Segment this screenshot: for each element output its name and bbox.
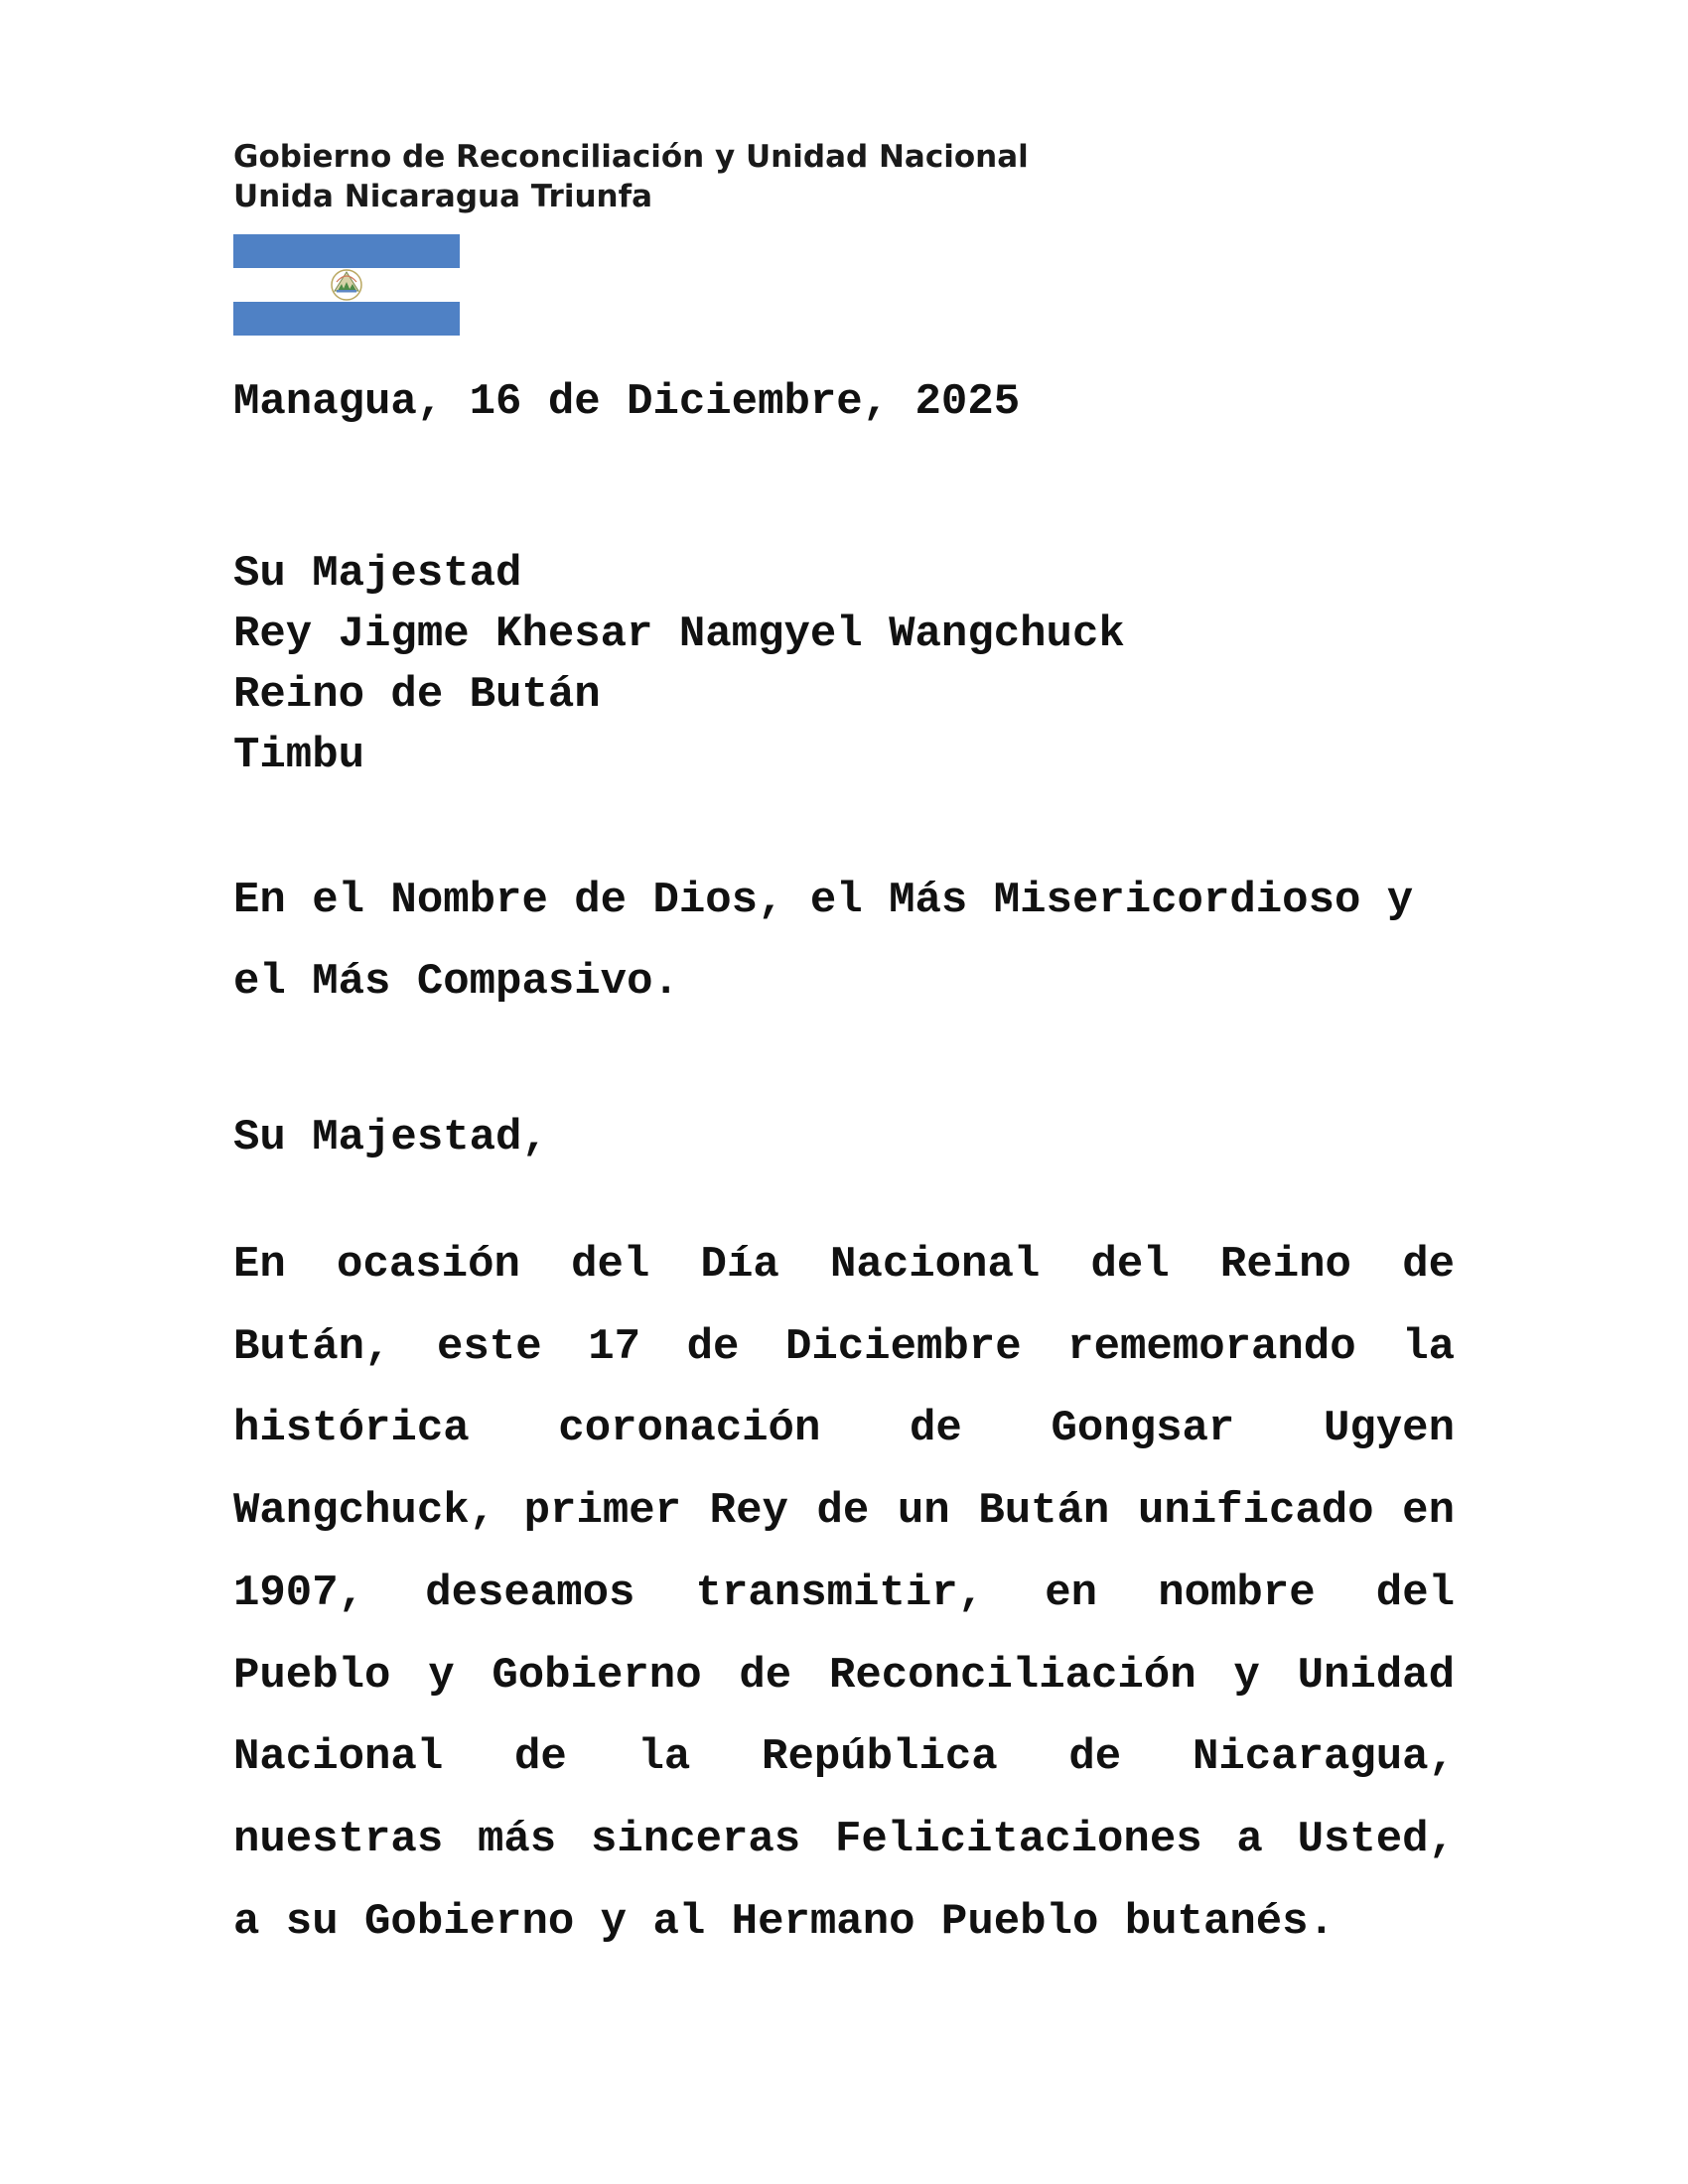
government-name: Gobierno de Reconciliación y Unidad Nacional [233, 139, 1029, 175]
recipient-line: Timbu [233, 731, 365, 780]
government-slogan: Unida Nicaragua Triunfa [233, 179, 653, 214]
letterhead [233, 137, 1029, 216]
recipient-line: Su Majestad [233, 549, 522, 599]
recipient-line: Reino de Bután [233, 670, 601, 720]
letter-date: Managua, 16 de Diciembre, 2025 [233, 377, 1021, 427]
salutation: Su Majestad, [233, 1113, 548, 1162]
invocation-text: En el Nombre de Dios, el Más Misericordioso y el Más Compasivo. [233, 876, 1414, 1007]
letter-body-paragraph: En ocasión del Día Nacional del Reino de Bután, este 17 de Diciembre rememorando la histórica coronación de Gongsar Ugyen Wangchuck, primer Rey de un Bután unificado en 1907, deseamos transmitir, en nombre del Pueblo y Gobierno de Reconciliación y Unidad Nacional de la República de Nicaragua, nuestras más sinceras Felicitaciones a Usted, a su Gobierno y al Hermano Pueblo butanés. [233, 1240, 1455, 1947]
recipient-block [233, 544, 1455, 786]
recipient-line: Rey Jigme Khesar Namgyel Wangchuck [233, 610, 1125, 659]
nicaragua-flag-icon [233, 234, 460, 336]
